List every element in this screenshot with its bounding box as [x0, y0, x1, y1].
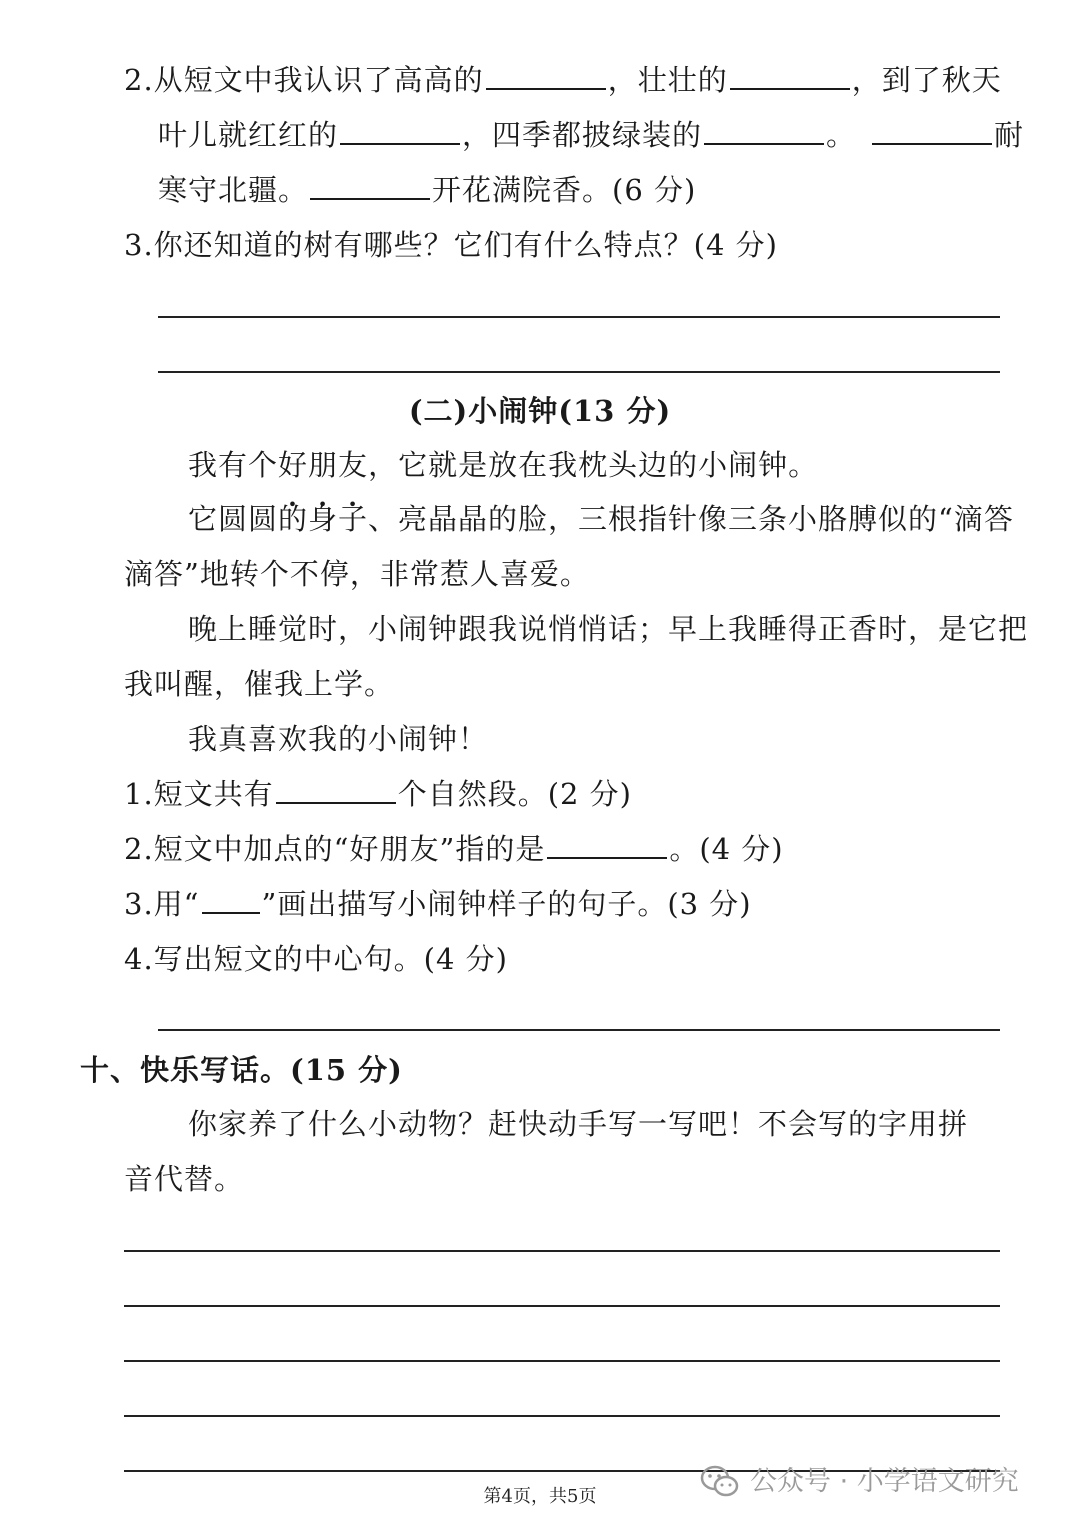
watermark-text: 公众号 · 小学语文研究 — [750, 1466, 1019, 1497]
watermark — [700, 1460, 1019, 1504]
p2-question-3: 3.用“ ”画出描写小闹钟样子的句子。(3 分) — [124, 876, 752, 932]
answer-blank[interactable] — [872, 113, 992, 145]
q3-line — [124, 217, 778, 273]
paragraph-3-line-1: 晚上睡觉时，小闹钟跟我说悄悄话；早上我睡得正香时，是它把 — [188, 612, 1029, 646]
answer-line[interactable] — [158, 371, 1000, 373]
prompt-line-1: 你家养了什么小动物？赶快动手写一写吧！不会写的字用拼 — [188, 1107, 969, 1141]
answer-blank[interactable] — [340, 113, 460, 145]
paragraph-2-line-1: 它圆圆的身子、亮晶晶的脸，三根指针像三条小胳膊似的“滴答 — [188, 502, 1014, 536]
wechat-icon — [700, 1465, 740, 1499]
q2-line-1: 2.从短文中我认识了高高的 ，壮壮的 ，到了秋天 — [124, 52, 1002, 108]
dotted-char: 好 — [278, 448, 309, 482]
q2-line-2: 叶儿就红红的 ，四季都披绿装的 。 耐 — [158, 107, 1024, 163]
q2-line-3: 寒守北疆。 开花满院香。(6 分) — [158, 162, 696, 218]
p2-question-4: 4.写出短文的中心句。(4 分) — [124, 942, 508, 976]
paragraph-3-line-2: 我叫醒，催我上学。 — [124, 667, 395, 701]
p2-question-2: 2.短文中加点的“好朋友”指的是 。(4 分) — [124, 821, 784, 877]
paragraph-1: 我有个好朋友，它就是放在我枕头边的小闹钟。 — [188, 437, 818, 493]
p2-question-1: 1.短文共有 个自然段。(2 分) — [124, 766, 632, 822]
answer-line[interactable] — [158, 316, 1000, 318]
underline-sample — [202, 882, 260, 914]
question-number: 1. — [124, 777, 154, 811]
answer-blank[interactable] — [704, 113, 824, 145]
question-number: 3. — [124, 887, 154, 921]
answer-blank[interactable] — [730, 58, 850, 90]
writing-line[interactable] — [124, 1305, 1000, 1307]
passage-title: (二)小闹钟(13 分) — [408, 394, 672, 428]
answer-line[interactable] — [158, 1029, 1000, 1031]
dotted-char: 朋 — [308, 448, 339, 482]
question-text: 你还知道的树有哪些？它们有什么特点？(4 分) — [153, 228, 778, 262]
question-number: 2. — [124, 832, 154, 866]
writing-line[interactable] — [124, 1415, 1000, 1417]
page-footer: 第4页，共5页 — [483, 1486, 597, 1507]
section-heading: 十、快乐写话。(15 分) — [80, 1053, 403, 1087]
answer-blank[interactable] — [486, 58, 606, 90]
question-number: 3. — [124, 228, 154, 262]
dotted-char: 友 — [338, 448, 369, 482]
answer-blank[interactable] — [547, 827, 667, 859]
question-number: 4. — [124, 942, 154, 976]
answer-blank[interactable] — [310, 168, 430, 200]
paragraph-2-line-2: 滴答”地转个不停，非常惹人喜爱。 — [124, 557, 590, 591]
answer-blank[interactable] — [276, 772, 396, 804]
writing-line[interactable] — [124, 1360, 1000, 1362]
writing-line[interactable] — [124, 1250, 1000, 1252]
paragraph-4: 我真喜欢我的小闹钟！ — [188, 722, 489, 756]
prompt-line-2: 音代替。 — [124, 1162, 245, 1196]
question-number: 2. — [124, 63, 154, 97]
